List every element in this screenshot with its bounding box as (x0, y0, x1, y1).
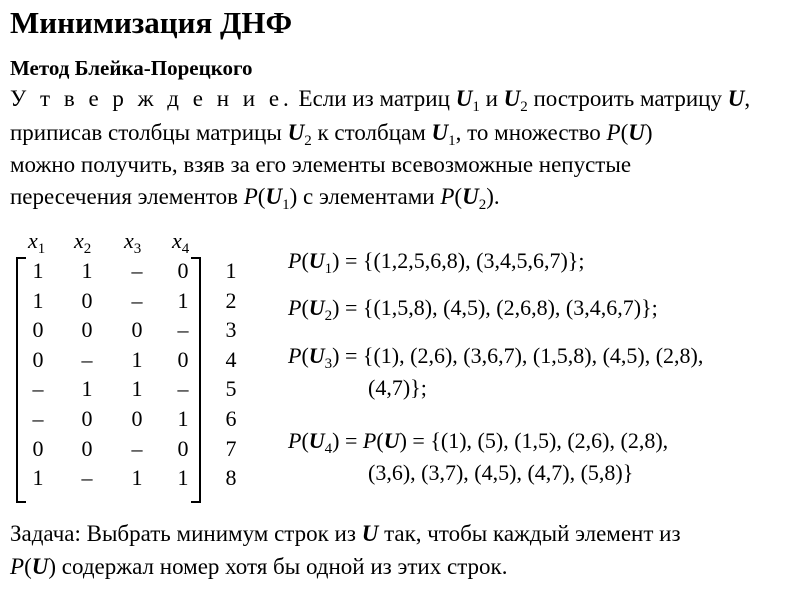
matrix-cell: 0 (32, 435, 44, 461)
statement-line-1: У т в е р ж д е н и е. Если из матриц $U_1$ и $U_2$ построить матрицу U, (10, 86, 751, 115)
matrix-row-number: 1 (225, 258, 237, 283)
set-pu4: $P(U_4) = P(U) = \{(1)$, (5), (1,5), (2,6), (2,8), (288, 428, 669, 457)
set-pu3-cont: (4,7)}; (368, 375, 427, 400)
matrix-cell: 1 (177, 287, 189, 313)
matrix-cell: – (177, 317, 189, 343)
matrix-cell: 1 (131, 376, 143, 402)
set-pu4-cont: (3,6), (3,7), (4,5), (4,7), (5,8)} (368, 460, 634, 485)
matrix-header-x4: $x_4$ (172, 228, 190, 257)
matrix-cell: 1 (32, 465, 44, 491)
set-pu1: $P(U_1) = \{(1,2,5,6,8)$, (3,4,5,6,7)}; (288, 248, 585, 277)
matrix-cell: 1 (81, 376, 93, 402)
matrix-header-x1: $x_1$ (28, 228, 46, 257)
matrix-cell: 1 (177, 465, 189, 491)
matrix-row-number: 4 (225, 346, 237, 372)
page-title: Минимизация ДНФ (10, 5, 293, 40)
statement-line-3: можно получить, взяв за его элементы всевозможные непустые (10, 152, 632, 177)
matrix-cell: 0 (81, 317, 93, 343)
matrix-row-number: 8 (225, 465, 237, 491)
matrix-cell: 1 (177, 406, 189, 431)
matrix-cell: 0 (131, 317, 143, 343)
statement-line-4: пересечения элементов $P(U_1)$ с элементами $P(U_2)$. (10, 184, 500, 213)
task-line-2: P(U) содержал номер хотя бы одной из этих строк. (10, 554, 508, 579)
matrix-cell: 0 (32, 317, 44, 343)
matrix-cell: – (32, 406, 44, 431)
task-line-1: Задача: Выбрать минимум строк из U так, чтобы каждый элемент из (10, 521, 681, 546)
matrix-header-x2: $x_2$ (74, 228, 92, 257)
matrix-cell: – (32, 376, 44, 402)
matrix-cell: – (131, 258, 143, 283)
statement-keyword: У т в е р ж д е н и е. (10, 86, 293, 111)
matrix-cell: 0 (32, 346, 44, 372)
matrix-cell: 0 (81, 406, 93, 431)
matrix-cell: 0 (81, 287, 93, 313)
matrix-cell: 0 (177, 258, 189, 283)
matrix-cell: 0 (81, 435, 93, 461)
matrix-cell: 1 (32, 258, 44, 283)
matrix-row-number: 2 (225, 287, 237, 313)
matrix-cell: – (131, 435, 143, 461)
matrix-row-number: 7 (225, 435, 237, 461)
matrix-header-x3: $x_3$ (124, 228, 142, 257)
matrix-cell: 0 (177, 346, 189, 372)
method-subtitle: Метод Блейка-Порецкого (10, 56, 253, 80)
matrix-cell: 0 (131, 406, 143, 431)
matrix-row-number: 5 (225, 376, 237, 402)
matrix-cell: 1 (32, 287, 44, 313)
matrix-cell: 1 (81, 258, 93, 283)
matrix-cell: 1 (131, 465, 143, 491)
matrix-cell: – (177, 376, 189, 402)
set-pu2: $P(U_2) = \{(1,5,8)$, (4,5), (2,6,8), (3,4,6,7)}; (288, 295, 658, 324)
matrix-row-number: 6 (225, 406, 237, 431)
matrix-cell: – (131, 287, 143, 313)
matrix-cell: 0 (177, 435, 189, 461)
set-pu3: $P(U_3) = \{(1)$, (2,6), (3,6,7), (1,5,8), (4,5), (2,8), (288, 343, 704, 372)
matrix-row-number: 3 (225, 317, 237, 343)
matrix-cell: 1 (131, 346, 143, 372)
matrix-cell: – (81, 465, 93, 491)
matrix-cell: – (81, 346, 93, 372)
statement-line-2: приписав столбцы матрицы $U_2$ к столбцам $U_1$, то множество P(U) (10, 120, 653, 149)
